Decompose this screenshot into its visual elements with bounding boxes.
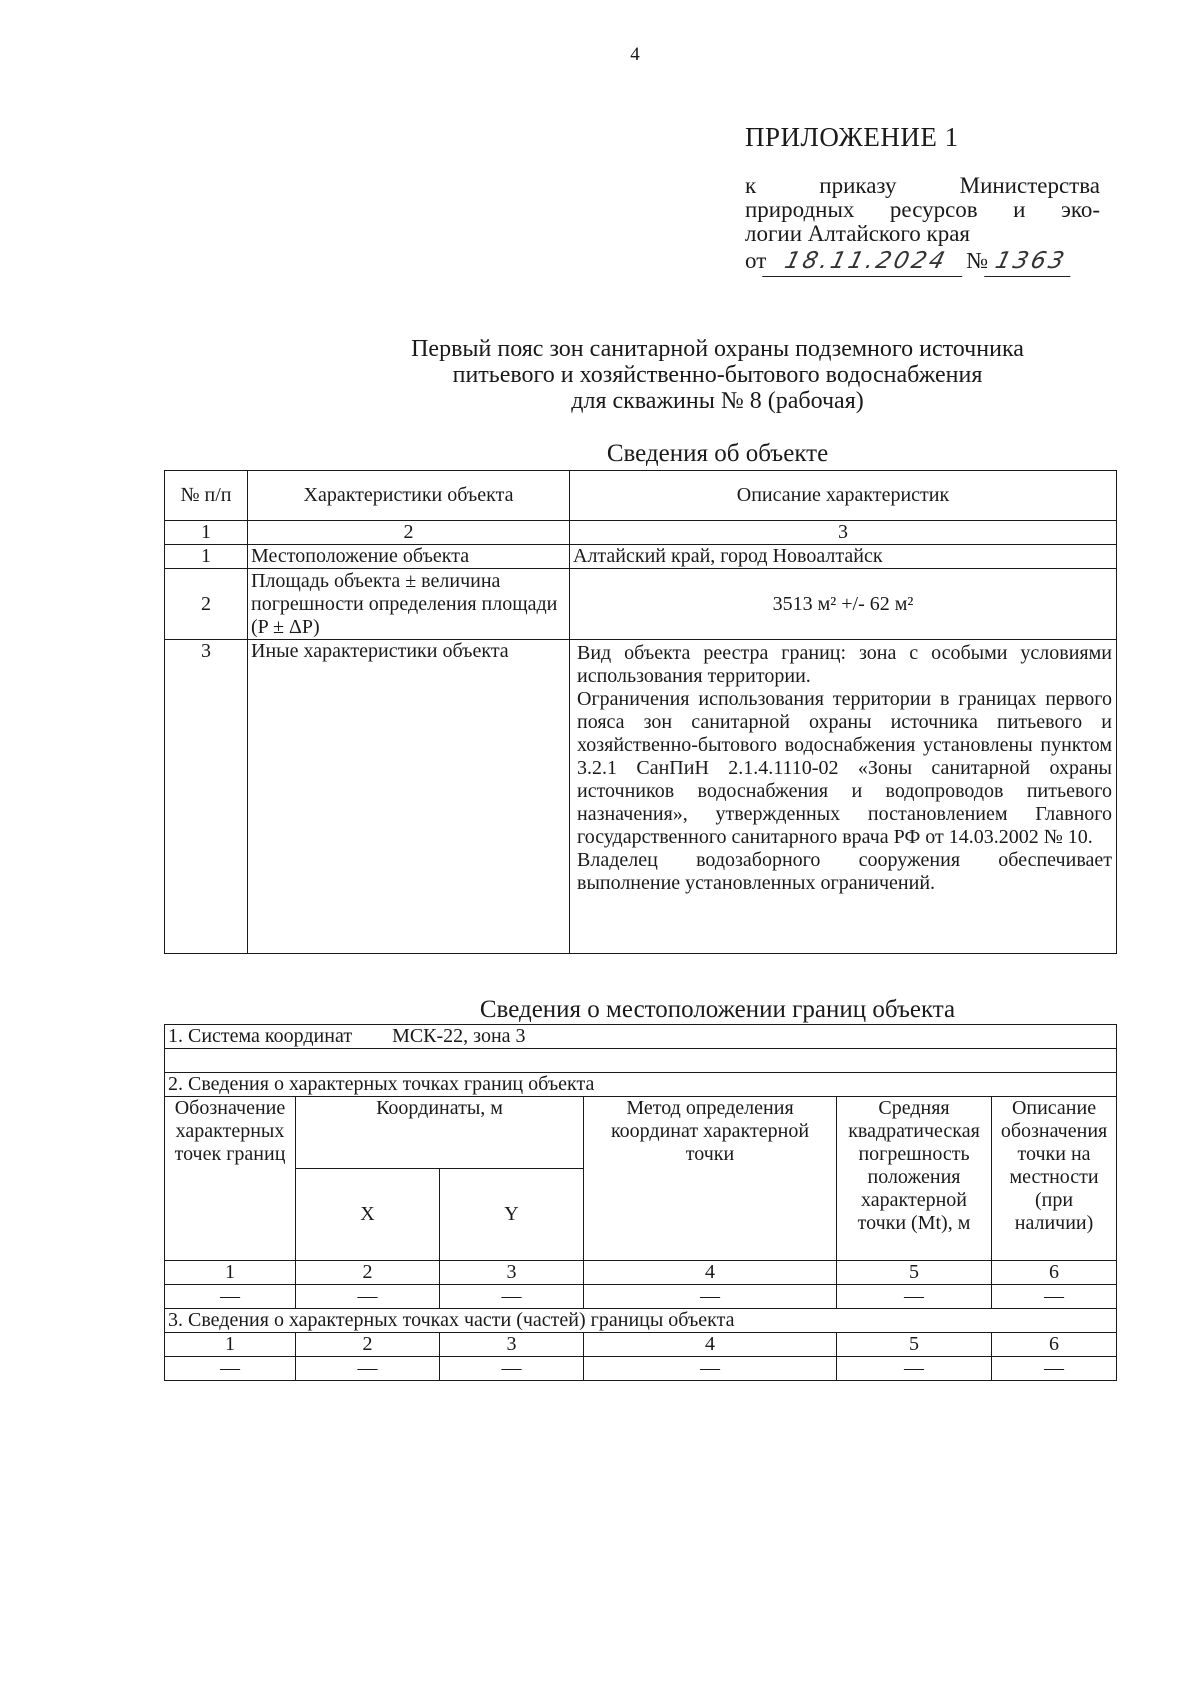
column-number: 6 — [992, 1333, 1117, 1357]
header-designation: Обозначение характерных точек границ — [165, 1097, 296, 1261]
handwritten-order-number: 1363 — [984, 246, 1078, 277]
title-line: Первый пояс зон санитарной охраны подземного источника — [411, 336, 1024, 362]
header-error: Средняя квадратическая погрешность положения характерной точки (Mt), м — [837, 1097, 992, 1261]
header-description: Описание характеристик — [570, 471, 1117, 521]
boundaries-heading: Сведения о местоположении границ объекта — [479, 996, 956, 1023]
header-x: X — [296, 1169, 440, 1261]
dash-cell: — — [440, 1285, 584, 1309]
dash-cell: — — [584, 1357, 837, 1381]
column-number: 6 — [992, 1261, 1117, 1285]
row-characteristic: Иные характеристики объекта — [248, 640, 570, 954]
row-characteristic: Местоположение объекта — [248, 545, 570, 569]
column-number: 5 — [837, 1333, 992, 1357]
dash-cell: — — [440, 1357, 584, 1381]
document-title — [160, 336, 1200, 414]
row-number: 3 — [165, 640, 248, 954]
dash-cell: — — [165, 1357, 296, 1381]
section-3-title: 3. Сведения о характерных точках части (частей) границы объекта — [165, 1309, 1117, 1333]
row-value: Алтайский край, город Новоалтайск — [570, 545, 1117, 569]
section-2-title: 2. Сведения о характерных точках границ объекта — [165, 1073, 1117, 1097]
boundaries-table — [164, 1024, 1117, 1381]
order-number-prefix: № — [966, 248, 989, 273]
appendix-ref-line: логии Алтайского края — [745, 221, 971, 246]
page-number: 4 — [630, 44, 640, 65]
header-method: Метод определения координат характерной точки — [584, 1097, 837, 1261]
title-line: для скважины № 8 (рабочая) — [571, 388, 864, 414]
row-number: 2 — [165, 569, 248, 640]
row-characteristic: Площадь объекта ± величина погрешности определения площади (P ± ΔP) — [248, 569, 570, 640]
header-characteristics: Характеристики объекта — [248, 471, 570, 521]
coordinate-system-value: МСК-22, зона 3 — [392, 1025, 526, 1047]
column-number: 1 — [165, 521, 248, 545]
table-row — [165, 1357, 1117, 1381]
handwritten-order-date: 18.11.2024 — [762, 246, 970, 277]
coordinate-system-label: 1. Система координат — [168, 1025, 353, 1047]
column-number: 2 — [248, 521, 570, 545]
column-number: 4 — [584, 1333, 837, 1357]
value-paragraph: Вид объекта реестра границ: зона с особыми условиями использования территории. — [577, 642, 1112, 687]
header-y: Y — [440, 1169, 584, 1261]
column-number: 3 — [440, 1333, 584, 1357]
dash-cell: — — [296, 1285, 440, 1309]
dash-cell: — — [837, 1357, 992, 1381]
object-info-heading: Сведения об объекте — [606, 440, 829, 467]
value-paragraph: Ограничения использования территории в границах первого пояса зон санитарной охраны источника питьевого и хозяйственно-бытового водоснабжения установлены пунктом 3.2.1 СанПиН 2.1.4.1110-02 «Зоны санитарной охраны источников водоснабжения и водопроводов питьевого назначения», утвержденных постановлением Главного государственного санитарного врача РФ от 14.03.2002 № 10. — [577, 688, 1112, 848]
dash-cell: — — [165, 1285, 296, 1309]
header-number: № п/п — [165, 471, 248, 521]
table-row — [165, 640, 1117, 954]
order-date-prefix: от — [745, 248, 767, 273]
empty-spacer-row — [165, 1049, 1117, 1073]
order-line — [745, 246, 1074, 277]
column-number: 4 — [584, 1261, 837, 1285]
dash-cell: — — [992, 1357, 1117, 1381]
dash-cell: — — [992, 1285, 1117, 1309]
row-value — [570, 640, 1117, 954]
title-line: питьевого и хозяйственно-бытового водоснабжения — [452, 362, 983, 388]
column-number: 1 — [165, 1261, 296, 1285]
header-point-description: Описание обозначения точки на местности (при наличии) — [992, 1097, 1117, 1261]
column-number: 2 — [296, 1333, 440, 1357]
table-row — [165, 569, 1117, 640]
appendix-ref-line: природных ресурсов и эко- — [745, 197, 1100, 222]
value-paragraph: Владелец водозаборного сооружения обеспечивает выполнение установленных ограничений. — [577, 849, 1112, 894]
dash-cell: — — [837, 1285, 992, 1309]
column-number: 1 — [165, 1333, 296, 1357]
column-number: 3 — [440, 1261, 584, 1285]
column-number: 5 — [837, 1261, 992, 1285]
column-number: 2 — [296, 1261, 440, 1285]
object-info-table — [164, 470, 1117, 954]
header-coordinates: Координаты, м — [296, 1097, 584, 1169]
column-number: 3 — [570, 521, 1117, 545]
dash-cell: — — [296, 1357, 440, 1381]
dash-cell: — — [584, 1285, 837, 1309]
coordinate-system-row — [165, 1025, 1117, 1049]
row-value: 3513 м² +/- 62 м² — [570, 569, 1117, 640]
appendix-reference — [745, 174, 1100, 246]
table-row — [165, 545, 1117, 569]
appendix-ref-line: к приказу Министерства — [745, 173, 1100, 198]
appendix-title: ПРИЛОЖЕНИЕ 1 — [745, 122, 959, 152]
table-row — [165, 1285, 1117, 1309]
row-number: 1 — [165, 545, 248, 569]
